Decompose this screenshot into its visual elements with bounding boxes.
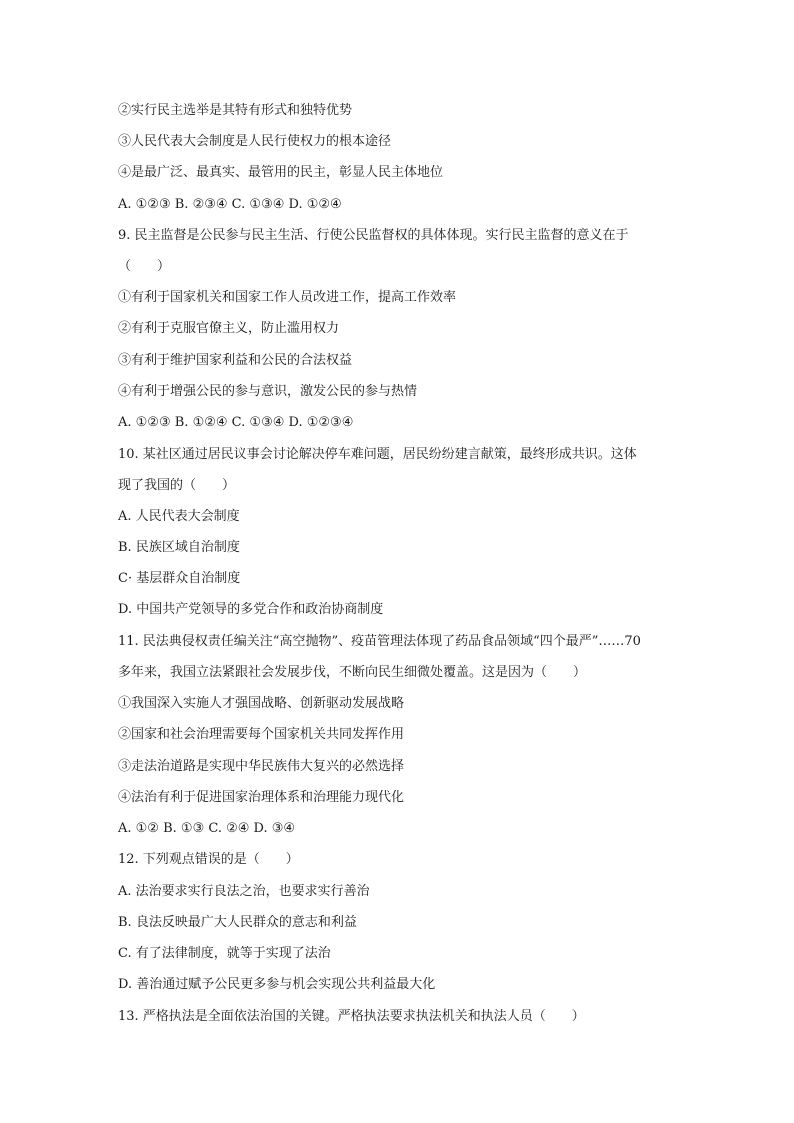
q13-stem: 13. 严格执法是全面依法治国的关键。严格执法要求执法机关和执法人员（ ） xyxy=(118,1009,585,1024)
q8-option-3: ③人民代表大会制度是人民行使权力的根本途径 xyxy=(118,134,392,149)
q10-stem-cont: 现了我国的（ ） xyxy=(118,478,236,493)
q10-answer-d: D. 中国共产党领导的多党合作和政治协商制度 xyxy=(118,602,384,617)
q11-option-3: ③走法治道路是实现中华民族伟大复兴的必然选择 xyxy=(118,759,405,774)
q10-answer-b: B. 民族区域自治制度 xyxy=(118,540,240,555)
q8-option-2: ②实行民主选举是其特有形式和独特优势 xyxy=(118,103,353,118)
q9-stem-bracket: （ ） xyxy=(118,259,171,274)
q11-option-1: ①我国深入实施人才强国战略、创新驱动发展战略 xyxy=(118,696,405,711)
q11-stem: 11. 民法典侵权责任编关注“高空抛物”、疫苗管理法体现了药品食品领域“四个最严”……70 xyxy=(118,634,641,649)
q11-answers: A. ①② B. ①③ C. ②④ D. ③④ xyxy=(118,821,296,836)
q11-option-4: ④法治有利于促进国家治理体系和治理能力现代化 xyxy=(118,790,405,805)
q10-answer-c: C· 基层群众自治制度 xyxy=(118,571,241,586)
q12-answer-c: C. 有了法律制度，就等于实现了法治 xyxy=(118,946,331,961)
q11-stem-cont: 多年来，我国立法紧跟社会发展步伐，不断向民生细微处覆盖。这是因为（ ） xyxy=(118,665,587,680)
q9-option-4: ④有利于增强公民的参与意识，激发公民的参与热情 xyxy=(118,384,418,399)
q10-stem: 10. 某社区通过居民议事会讨论解决停车难问题，居民纷纷建言献策，最终形成共识。这体 xyxy=(118,447,637,462)
q11-option-2: ②国家和社会治理需要每个国家机关共同发挥作用 xyxy=(118,727,405,742)
q8-option-4: ④是最广泛、最真实、最管用的民主，彰显人民主体地位 xyxy=(118,165,444,180)
q9-answers: A. ①②③ B. ①②④ C. ①③④ D. ①②③④ xyxy=(118,415,354,430)
q9-option-1: ①有利于国家机关和国家工作人员改进工作，提高工作效率 xyxy=(118,290,457,305)
q12-answer-a: A. 法治要求实行良法之治，也要求实行善治 xyxy=(118,884,370,899)
q9-stem: 9. 民主监督是公民参与民主生活、行使公民监督权的具体体现。实行民主监督的意义在于 xyxy=(118,228,629,243)
q10-answer-a: A. 人民代表大会制度 xyxy=(118,509,240,524)
q12-stem: 12. 下列观点错误的是（ ） xyxy=(118,852,299,867)
q8-answers: A. ①②③ B. ②③④ C. ①③④ D. ①②④ xyxy=(118,197,342,212)
q12-answer-b: B. 良法反映最广大人民群众的意志和利益 xyxy=(118,915,357,930)
q9-option-2: ②有利于克服官僚主义，防止滥用权力 xyxy=(118,321,340,336)
q12-answer-d: D. 善治通过赋予公民更多参与机会实现公共利益最大化 xyxy=(118,977,436,992)
q9-option-3: ③有利于维护国家利益和公民的合法权益 xyxy=(118,353,353,368)
